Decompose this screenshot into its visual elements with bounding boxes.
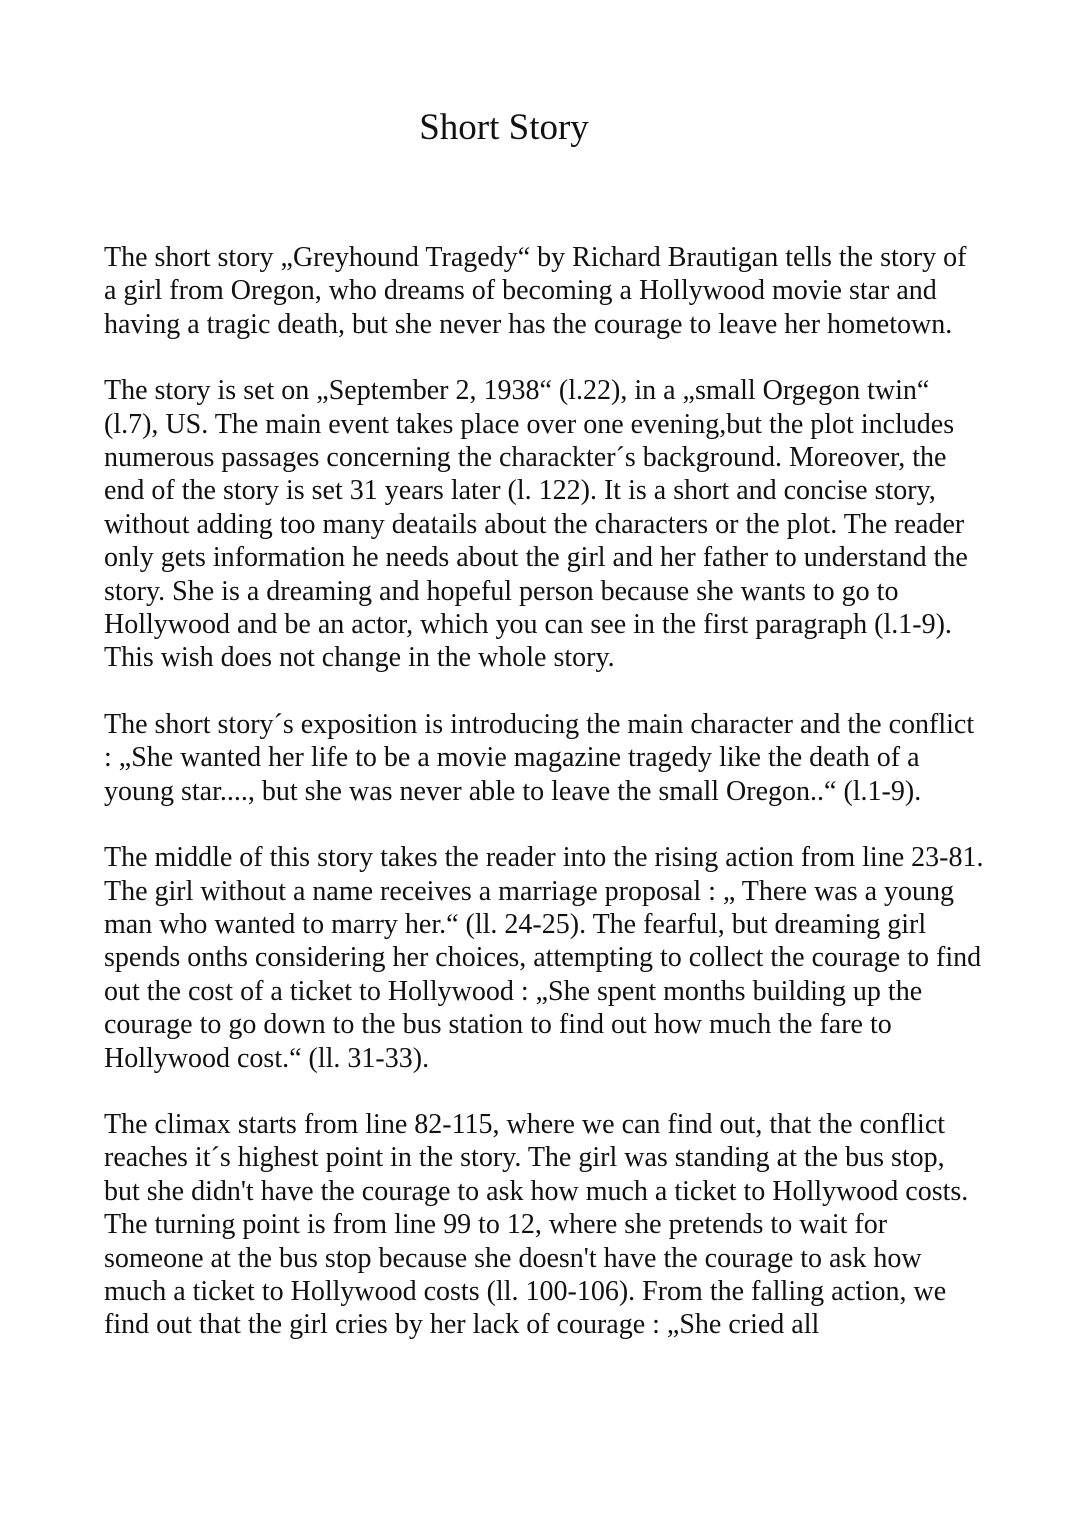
paragraph-rising-action: The middle of this story takes the reader into the rising action from line 23-81. The girl without a name receives a marriage proposal : „ There was a young man who wanted to marry her.“ (ll. 24-25). The fearful, but dreaming girl spends onths considering her choices, attempting to collect the courage to find out the cost of a ticket to Hollywood : „She spent months building up the courage to go down to the bus station to find out how much the fare to Hollywood cost.“ (ll. 31-33). [104,842,984,1074]
page-title: Short Story [419,107,589,148]
paragraph-setting: The story is set on „September 2, 1938“ (l.22), in a „small Orgegon twin“ (l.7), US. The main event takes place over one evening,but the plot includes numerous passages concerning the charackter´s background. Moreover, the end of the story is set 31 years later (l. 122). It is a short and concise story, without adding too many deatails about the characters or the plot. The reader only gets information he needs about the girl and her father to understand the story. She is a dreaming and hopeful person because she wants to go to Hollywood and be an actor, which you can see in the first paragraph (l.1-9). This wish does not change in the whole story. [104,375,968,674]
paragraph-climax: The climax starts from line 82-115, where we can find out, that the conflict reaches it´s highest point in the story. The girl was standing at the bus stop, but she didn't have the courage to ask how much a ticket to Hollywood costs. The turning point is from line 99 to 12, where she pretends to wait for someone at the bus stop because she doesn't have the courage to ask how much a ticket to Hollywood costs (ll. 100-106). From the falling action, we find out that the girl cries by her lack of courage : „She cried all [104,1108,969,1341]
document-body [104,241,984,1342]
paragraph-summary: The short story „Greyhound Tragedy“ by Richard Brautigan tells the story of a girl from Oregon, who dreams of becoming a Hollywood movie star and having a tragic death, but she never has the courage to leave her hometown. [104,242,967,340]
paragraph-exposition: The short story´s exposition is introducing the main character and the conflict : „She wanted her life to be a movie magazine tragedy like the death of a young star...., but she was never able to leave the small Oregon..“ (l.1-9). [104,708,975,807]
